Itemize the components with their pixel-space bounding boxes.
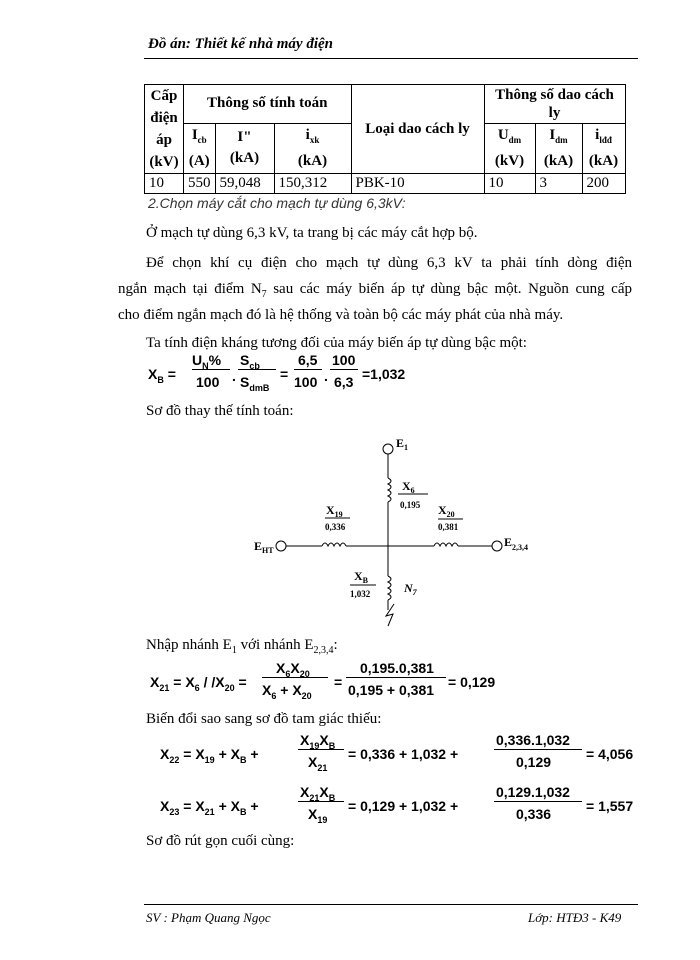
table-cell: 59,048 [215, 174, 274, 194]
table-cell: 10 [484, 174, 535, 194]
th-udm: $U_{dm}$ (kV) [484, 123, 535, 173]
paragraph: Ta tính điện kháng tương đối của máy biến áp tự dùng bậc một: [146, 335, 527, 351]
th-ildd: $i_{lđđ}$ (kA) [582, 123, 625, 173]
th-i2: I" (kA) [215, 123, 274, 173]
table-cell: 550 [184, 174, 216, 194]
value-x20: 0,381 [438, 522, 459, 532]
inductor-x19 [322, 543, 346, 546]
node-e234 [492, 541, 502, 551]
label-x19: $X_{19}$ [326, 503, 343, 519]
node-e1 [383, 444, 393, 454]
label-e234: $E_{2,3,4}$ [504, 535, 529, 552]
inductor-x20 [434, 543, 458, 546]
node-eht [276, 541, 286, 551]
page-header-title: Đồ án: Thiết kế nhà máy điện [148, 36, 334, 52]
label-x6: $X_6$ [402, 479, 415, 495]
th-ixk: $i_{xk}$ (kA) [274, 123, 351, 173]
th-thong-so-tinh-toan: Thông số tính toán [184, 85, 352, 124]
fault-arrow-icon [386, 604, 394, 626]
table-cell: 3 [535, 174, 582, 194]
table-cell: 200 [582, 174, 625, 194]
paragraph: Nhập nhánh $E_1$ với nhánh $E_{2,3,4}$: [146, 637, 338, 656]
inductor-x6 [388, 478, 391, 502]
paragraph: Để chọn khí cụ điện cho mạch tự dùng 6,3 kV ta phải tính dòng điện [146, 255, 632, 271]
th-cap-dien-ap: Cấp điện áp (kV) [145, 85, 184, 174]
paragraph: ngắn mạch tại điểm $N_7$ sau các máy biến áp tự dùng bậc một. Nguồn cung cấp [118, 281, 632, 300]
footer-student: SV : Phạm Quang Ngọc [146, 910, 271, 925]
th-idm: $I_{dm}$ (kA) [535, 123, 582, 173]
table-cell: 150,312 [274, 174, 351, 194]
inductor-xb [388, 576, 391, 600]
paragraph: cho điểm ngắn mạch đó là hệ thống và toàn bộ các máy phát của nhà máy. [118, 307, 564, 323]
value-xb: 1,032 [350, 589, 371, 599]
paragraph: Sơ đồ thay thế tính toán: [146, 403, 294, 419]
label-e1: $E_1$ [396, 436, 409, 452]
table-cell: 10 [145, 174, 184, 194]
th-loai-dao-cach-ly: Loại dao cách ly [351, 85, 484, 174]
th-icb: $I_{cb}$ (A) [184, 123, 216, 173]
label-x20: $X_{20}$ [438, 503, 455, 519]
paragraph: Sơ đồ rút gọn cuối cùng: [146, 833, 295, 849]
footer-rule [144, 904, 638, 905]
value-x19: 0,336 [325, 522, 346, 532]
section-heading: 2.Chọn máy cắt cho mạch tự dùng 6,3kV: [148, 195, 406, 211]
label-xb: $X_B$ [354, 569, 369, 585]
table-cell: PBK-10 [351, 174, 484, 194]
value-x6: 0,195 [400, 500, 421, 510]
footer-class: Lớp: HTĐ3 - K49 [528, 910, 622, 925]
label-n7: $N_7$ [404, 581, 417, 597]
paragraph: Ở mạch tự dùng 6,3 kV, ta trang bị các máy cắt hợp bộ. [146, 225, 478, 241]
paragraph: Biến đổi sao sang sơ đồ tam giác thiếu: [146, 711, 382, 727]
th-thong-so-dao-cach-ly: Thông số dao cách ly [484, 85, 625, 124]
label-eht: $E_{HT}$ [254, 539, 274, 555]
